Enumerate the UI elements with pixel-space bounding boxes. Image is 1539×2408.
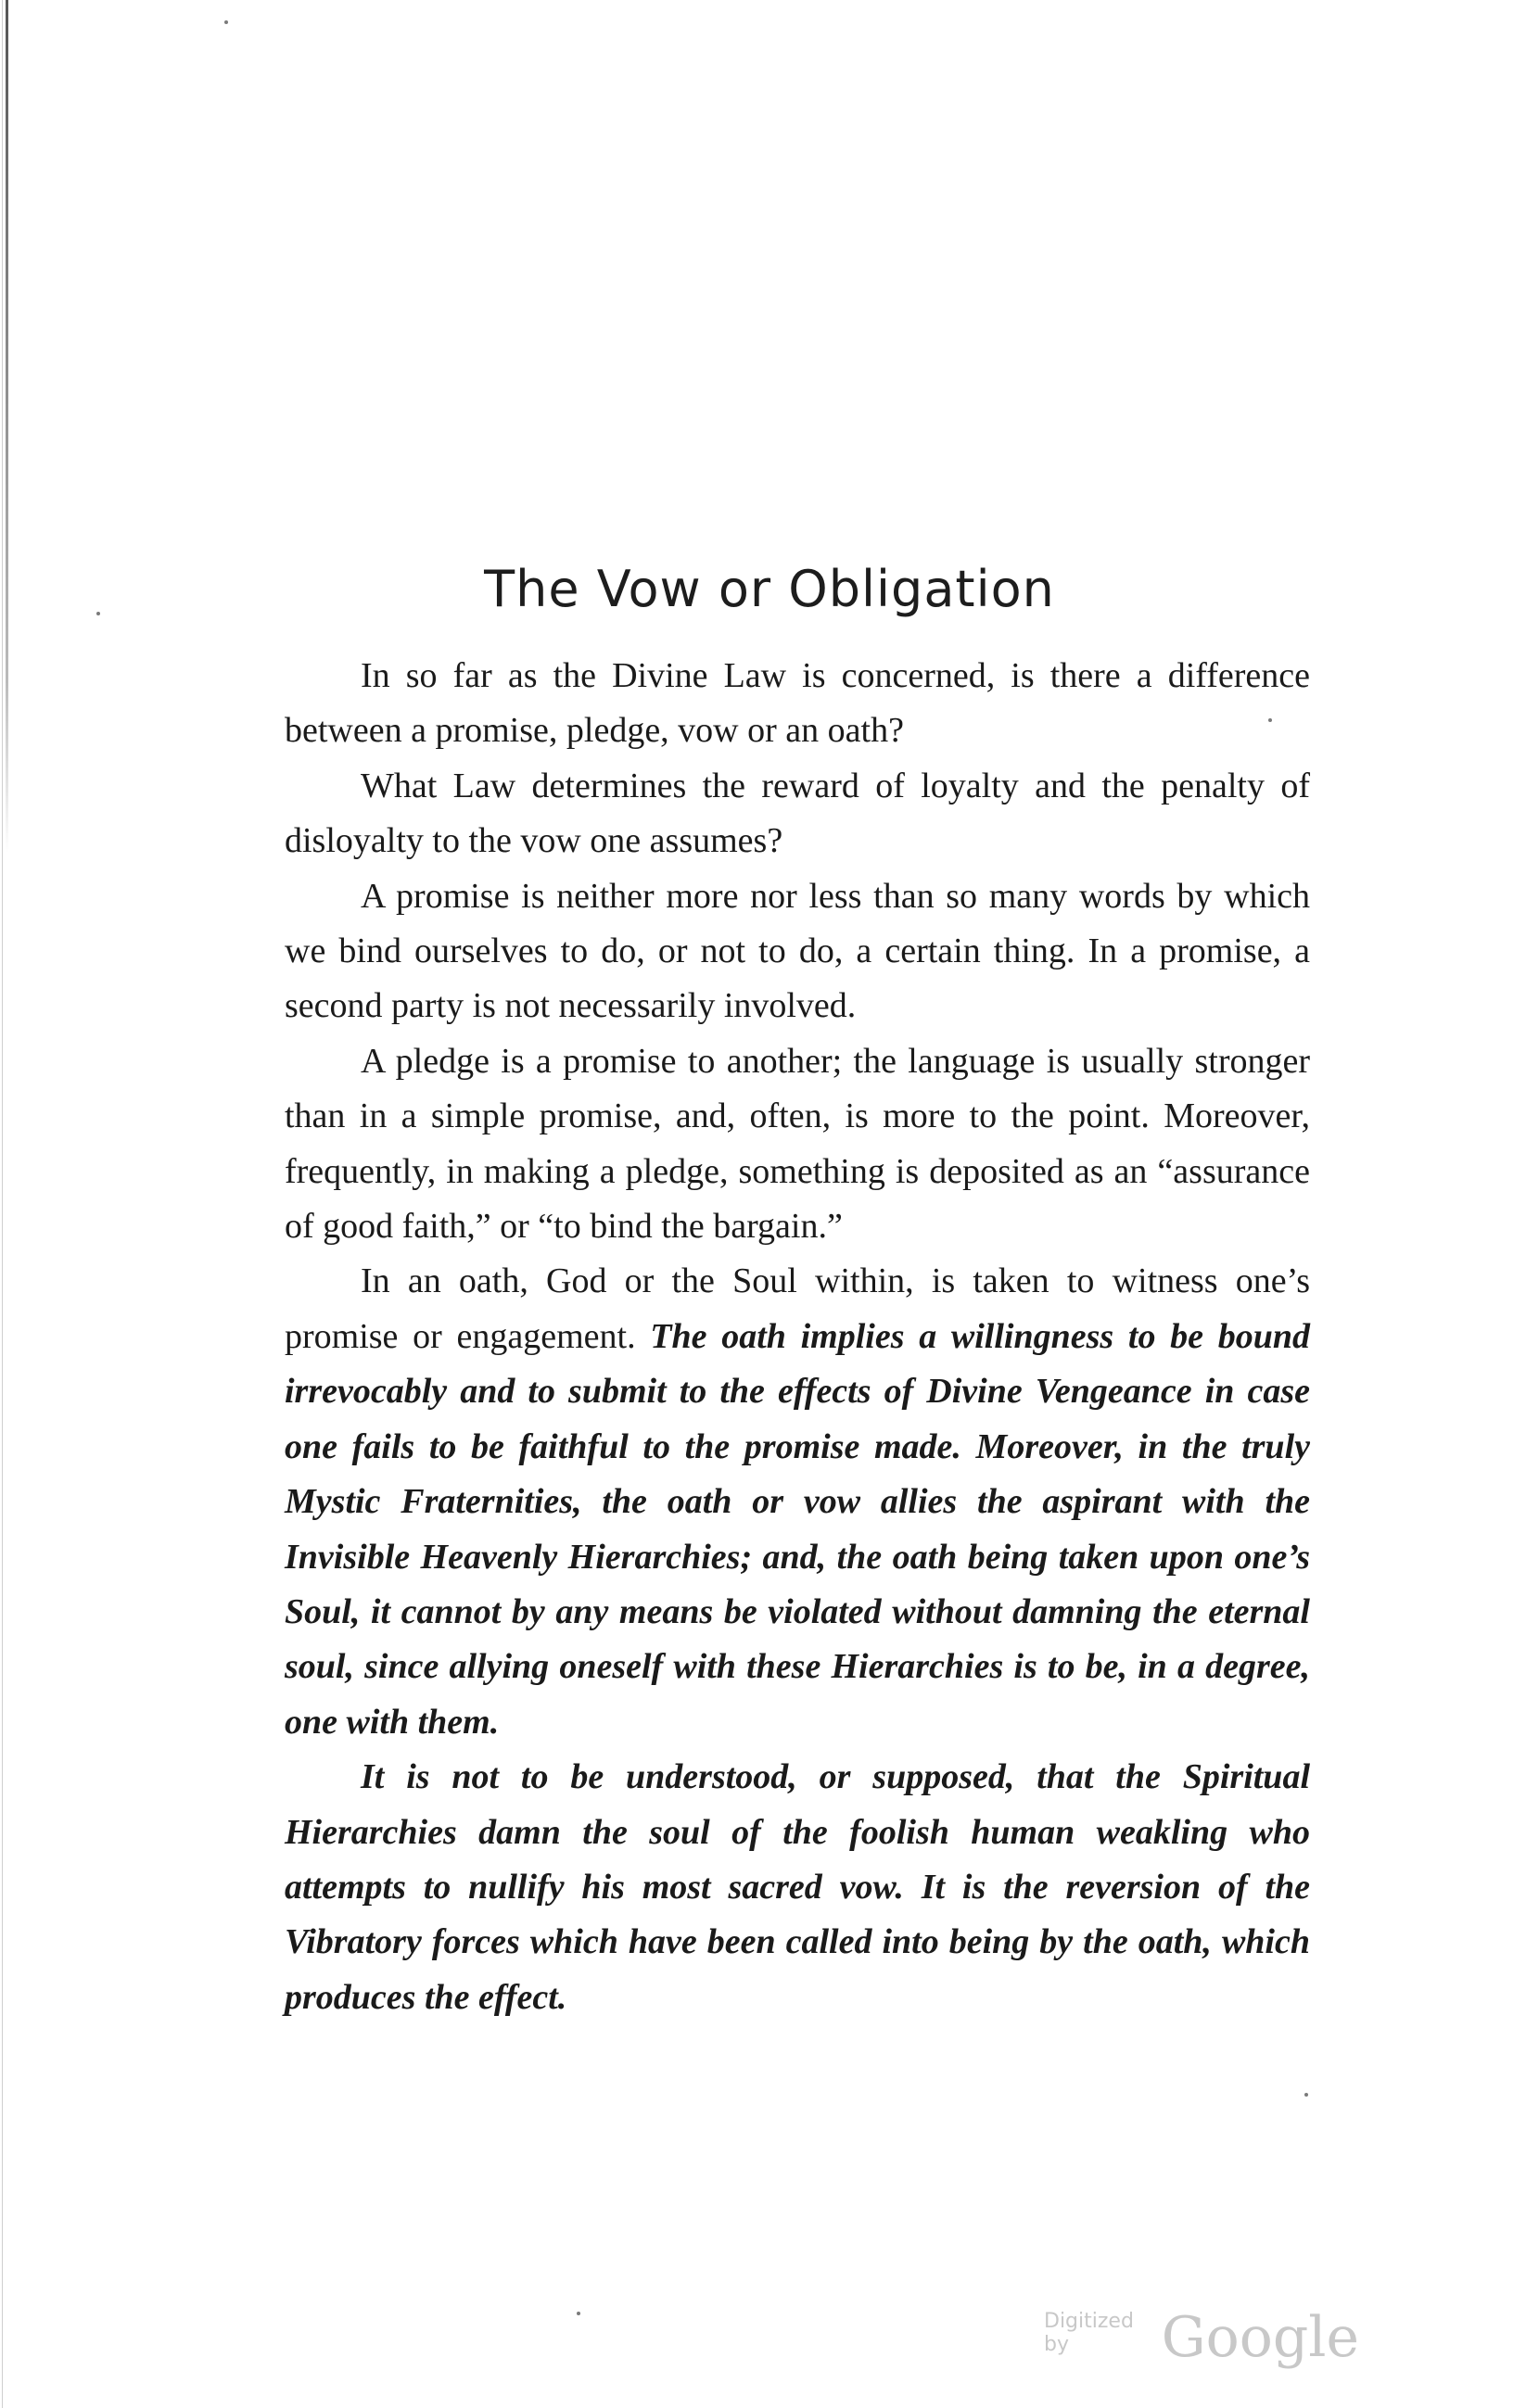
digitized-by-google-watermark xyxy=(1044,2300,1359,2370)
text-run: In so far as the Divine Law is concerned, is there a difference between a promise, pledge, vow or an oath? xyxy=(285,656,1310,751)
paragraph xyxy=(285,649,1310,759)
scan-speck xyxy=(1304,2093,1308,2097)
scan-shadow-line xyxy=(2,0,3,2408)
page-title: The Vow or Obligation xyxy=(484,560,1055,618)
watermark-prefix: Digitized by xyxy=(1044,2310,1134,2356)
paragraph xyxy=(285,869,1310,1034)
italic-text-run: It is not to be understood, or supposed, that the Spiritual Hierarchies damn the soul of the foolish human weakling who attempts to nullify his most sacred vow. It is the reversion of the Vibratory forces which have been called into being by the oath, which produces the effect. xyxy=(285,1757,1310,2017)
paragraph xyxy=(285,759,1310,869)
scan-speck xyxy=(224,20,228,24)
scan-speck xyxy=(577,2312,580,2315)
paragraph xyxy=(285,1254,1310,1750)
google-logo: Google xyxy=(1161,2305,1359,2370)
text-run: What Law determines the reward of loyalty and the penalty of disloyalty to the vow one assumes? xyxy=(285,766,1310,861)
paragraph-italic xyxy=(285,1750,1310,2025)
text-run: A pledge is a promise to another; the language is usually stronger than in a simple promise, and, often, is more to the point. Moreover, frequently, in making a pledge, something is deposited as an “assurance of good faith,” or “to bind the bargain.” xyxy=(285,1041,1310,1247)
text-run: A promise is neither more nor less than so many words by which we bind ourselves to do, or not to do, a certain thing. In a promise, a second party is not necessarily involved. xyxy=(285,876,1310,1026)
scan-speck xyxy=(1268,718,1272,722)
text-run: In an oath, God or the Soul within, is taken to witness one’s promise or engagement. xyxy=(285,1261,1310,1356)
scan-binding-edge xyxy=(6,0,8,853)
italic-text-run: The oath implies a willingness to be bound irrevocably and to submit to the effects of Divine Vengeance in case one fails to be faithful to the promise made. Moreover, in the truly Mystic Fraternities, the oath or vow allies the aspirant with the Invisible Heavenly Hierarchies; and, the oath being taken upon one’s Soul, it cannot by any means be violated without damning the eternal soul, since allying oneself with these Hierarchies is to be, in a degree, one with them. xyxy=(285,1316,1310,1742)
body-text xyxy=(285,649,1310,2025)
paragraph xyxy=(285,1034,1310,1255)
scan-speck xyxy=(96,612,100,615)
